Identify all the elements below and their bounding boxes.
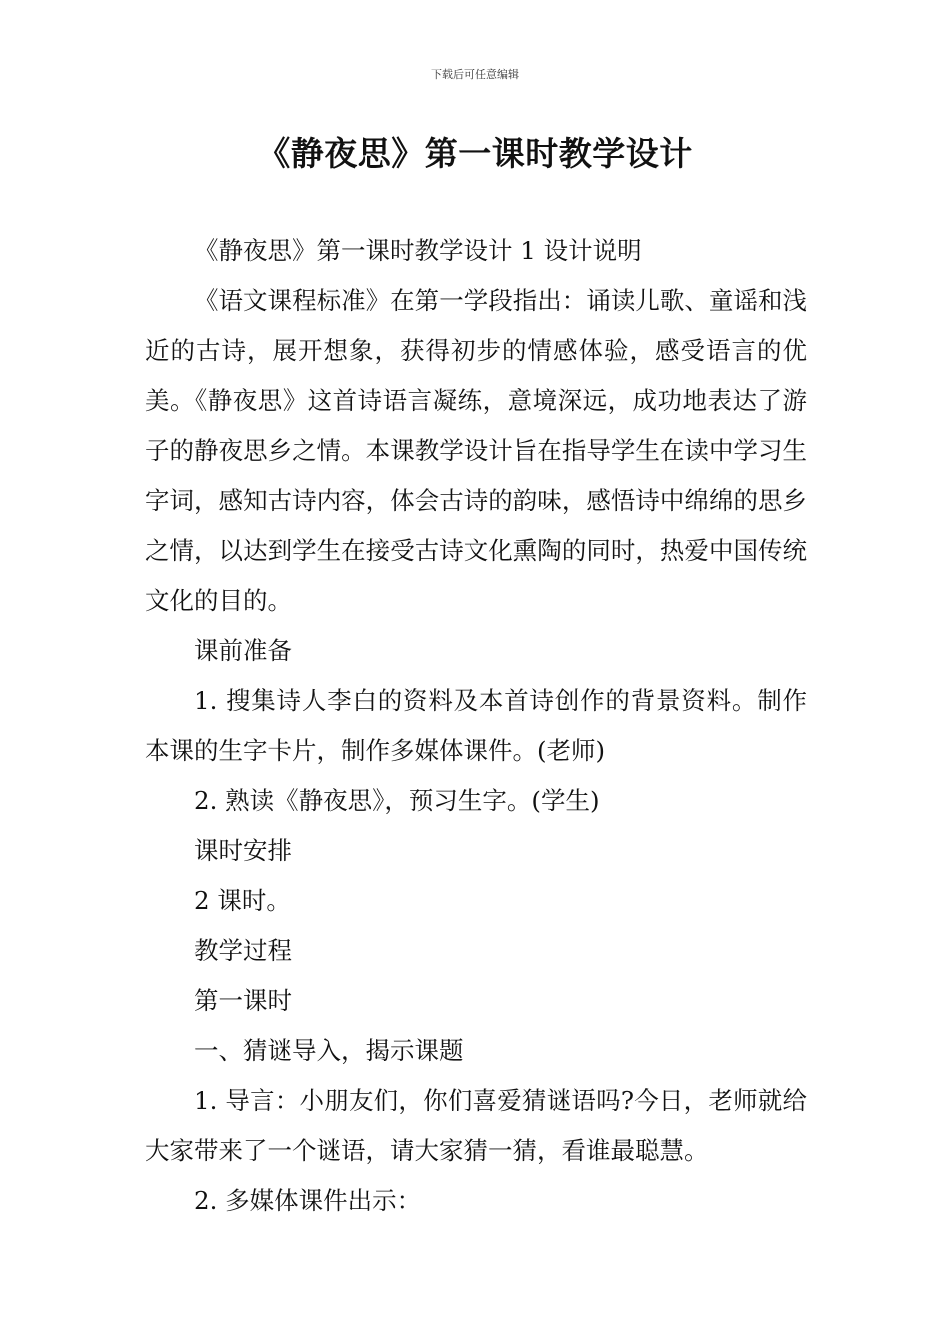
paragraph-section-one-heading: 一、猜谜导入，揭示课题 xyxy=(194,1036,464,1065)
paragraph-step-1: 1. 导言：小朋友们，你们喜爱猜谜语吗?今日，老师就给大家带来了一个谜语，请大家猜一猜，看谁最聪慧。 xyxy=(145,1086,807,1165)
paragraph-process-heading: 教学过程 xyxy=(194,936,292,965)
paragraph-preparation-heading: 课前准备 xyxy=(194,636,292,665)
paragraph-step-2: 2. 多媒体课件出示： xyxy=(194,1186,422,1215)
header-note: 下载后可任意编辑 xyxy=(431,68,519,81)
document-body xyxy=(145,226,807,1226)
paragraph-preparation-item-2: 2. 熟读《静夜思》，预习生字。(学生) xyxy=(194,786,600,815)
paragraph-schedule-heading: 课时安排 xyxy=(194,836,292,865)
paragraph-lesson-one-heading: 第一课时 xyxy=(194,986,292,1015)
paragraph-design-description: 《语文课程标准》在第一学段指出：诵读儿歌、童谣和浅近的古诗，展开想象，获得初步的情感体验，感受语言的优美。《静夜思》这首诗语言凝练，意境深远，成功地表达了游子的静夜思乡之情。本课教学设计旨在指导学生在读中学习生字词，感知古诗内容，体会古诗的韵味，感悟诗中绵绵的思乡之情，以达到学生在接受古诗文化熏陶的同时，热爱中国传统文化的目的。 xyxy=(145,286,807,615)
paragraph-schedule-value: 2 课时。 xyxy=(194,886,291,915)
document-title: 《静夜思》第一课时教学设计 xyxy=(257,134,693,173)
paragraph-design-heading: 《静夜思》第一课时教学设计 1 设计说明 xyxy=(194,236,642,265)
paragraph-preparation-item-1: 1. 搜集诗人李白的资料及本首诗创作的背景资料。制作本课的生字卡片，制作多媒体课件。(老师) xyxy=(145,686,807,765)
